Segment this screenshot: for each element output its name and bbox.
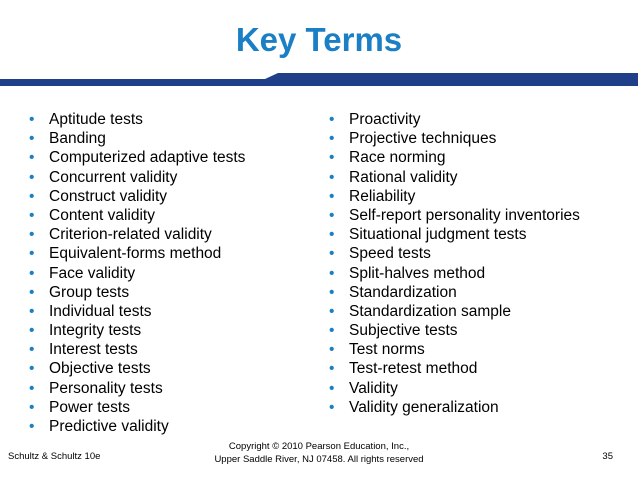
term-label: Rational validity [349,168,458,186]
term-label: Power tests [49,398,130,416]
term-label: Projective techniques [349,130,497,148]
bullet-icon: • [29,245,35,263]
term-label: Integrity tests [49,322,142,340]
term-label: Validity generalization [349,398,499,416]
term-label: Proactivity [349,111,421,128]
bullet-icon: • [329,398,335,416]
bullet-icon: • [29,206,35,224]
term-item [329,340,629,359]
bullet-icon: • [329,130,335,148]
bullet-icon: • [29,379,35,397]
term-item [329,398,629,417]
bullet-icon: • [329,187,335,205]
term-item [29,417,309,436]
term-label: Objective tests [49,360,151,378]
term-label: Aptitude tests [49,111,143,128]
term-label: Standardization [349,283,457,301]
term-item [329,302,629,321]
bullet-icon: • [29,398,35,416]
term-label: Test norms [349,341,425,359]
term-item [329,110,629,129]
bullet-icon: • [29,418,35,435]
bullet-icon: • [29,226,35,244]
bullet-icon: • [29,187,35,205]
term-item [329,359,629,378]
term-item [29,244,309,263]
bullet-icon: • [29,111,35,128]
term-item [329,148,629,167]
term-item [329,264,629,283]
term-label: Predictive validity [49,418,169,435]
term-item [29,321,309,340]
term-item [29,187,309,206]
slide-title: Key Terms [235,21,403,58]
bullet-icon: • [29,168,35,186]
term-item [29,110,309,129]
term-label: Validity [349,379,398,397]
term-item [29,398,309,417]
term-label: Criterion-related validity [49,226,212,244]
bullet-icon: • [329,283,335,301]
term-item [329,168,629,187]
term-label: Standardization sample [349,302,511,320]
bullet-icon: • [29,264,35,282]
term-label: Concurrent validity [49,168,178,186]
footer-copyright [204,440,434,466]
bullet-icon: • [329,302,335,320]
term-label: Face validity [49,264,136,282]
term-item [329,206,629,225]
term-label: Test-retest method [349,360,478,378]
term-label: Construct validity [49,187,168,205]
term-label: Interest tests [49,341,138,359]
term-item [329,129,629,148]
footer-copyright-line2: Upper Saddle River, NJ 07458. All rights reserved [214,454,424,465]
term-item [329,187,629,206]
right-term-list [329,110,629,417]
bullet-icon: • [29,149,35,167]
bullet-icon: • [329,341,335,359]
term-item [29,302,309,321]
term-label: Individual tests [49,302,152,320]
term-label: Situational judgment tests [349,226,527,244]
term-label: Equivalent-forms method [49,245,222,263]
bullet-icon: • [329,264,335,282]
term-label: Speed tests [349,245,431,263]
bullet-icon: • [329,245,335,263]
term-item [329,225,629,244]
term-item [329,379,629,398]
term-label: Content validity [49,206,155,224]
term-item [29,168,309,187]
bullet-icon: • [29,360,35,378]
term-label: Reliability [349,187,416,205]
bullet-icon: • [329,322,335,340]
bullet-icon: • [329,168,335,186]
term-label: Personality tests [49,379,163,397]
left-term-list [29,110,309,436]
bullet-icon: • [329,226,335,244]
term-item [29,206,309,225]
bullet-icon: • [329,360,335,378]
term-label: Split-halves method [349,264,486,282]
term-item [329,283,629,302]
page-number: 35 [602,451,613,462]
term-item [329,321,629,340]
term-label: Group tests [49,283,130,301]
term-item [29,225,309,244]
bullet-icon: • [329,379,335,397]
term-item [29,129,309,148]
term-item [29,148,309,167]
term-item [329,244,629,263]
bullet-icon: • [329,111,335,128]
term-item [29,283,309,302]
term-label: Race norming [349,149,446,167]
bullet-icon: • [29,341,35,359]
term-label: Banding [49,130,106,148]
bullet-icon: • [29,130,35,148]
term-item [29,359,309,378]
term-label: Self-report personality inventories [349,206,580,224]
term-label: Computerized adaptive tests [49,149,246,167]
term-item [29,264,309,283]
term-label: Subjective tests [349,322,458,340]
bullet-icon: • [329,149,335,167]
footer-copyright-line1: Copyright © 2010 Pearson Education, Inc., [228,441,410,452]
bullet-icon: • [29,322,35,340]
bullet-icon: • [29,283,35,301]
term-item [29,379,309,398]
bullet-icon: • [329,206,335,224]
title-divider-shape [0,73,638,87]
term-item [29,340,309,359]
footer-course-label: Schultz & Schultz 10e [8,451,101,462]
bullet-icon: • [29,302,35,320]
title-divider [0,73,638,87]
